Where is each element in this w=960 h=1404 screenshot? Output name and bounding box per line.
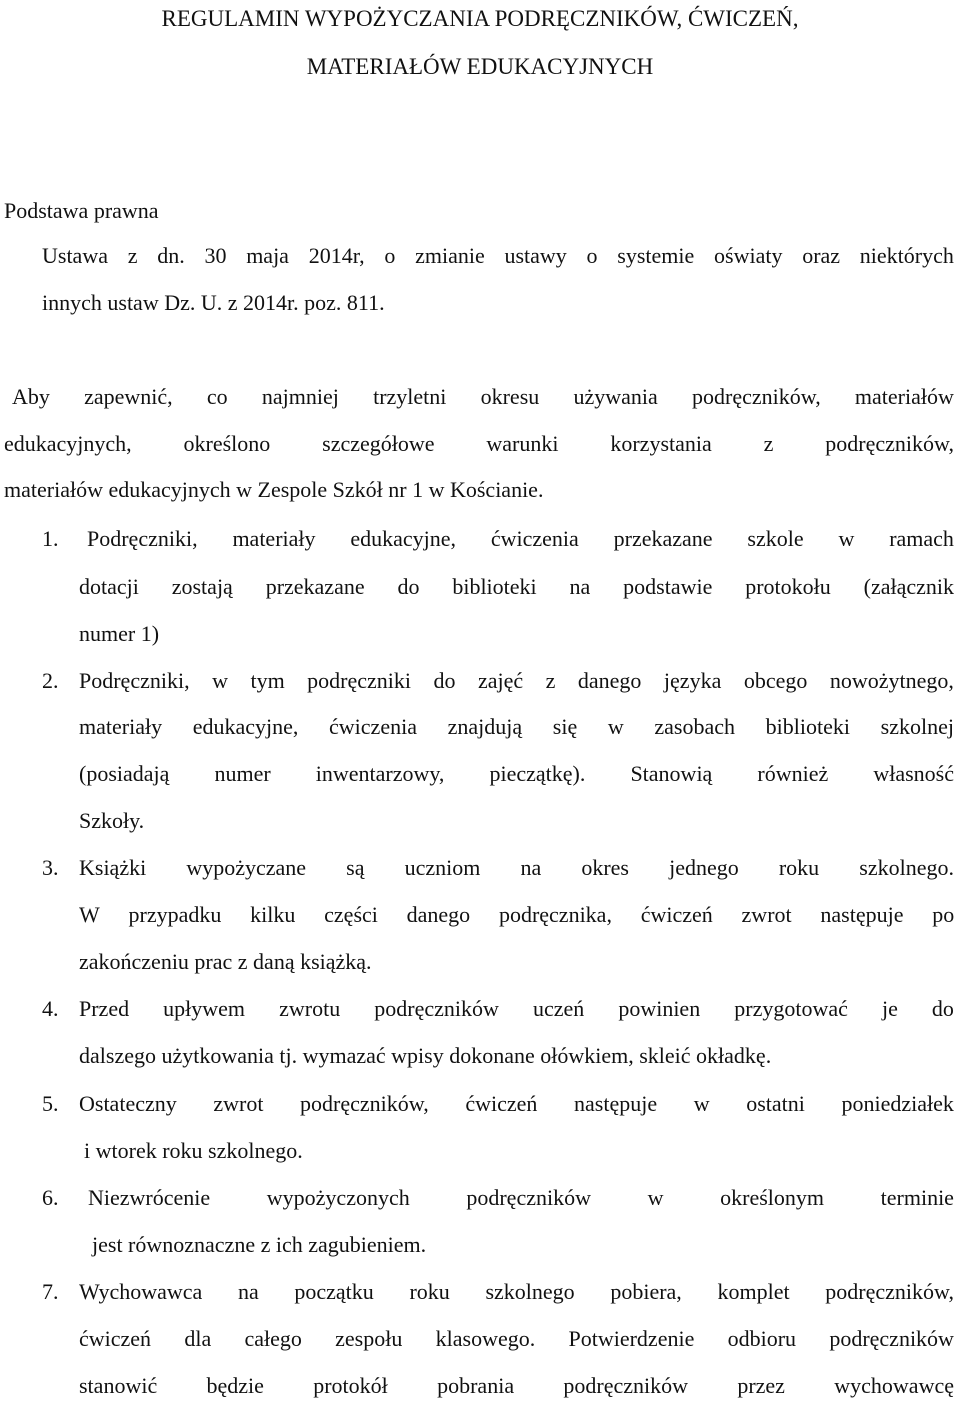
list-item-line: materiały edukacyjne, ćwiczenia znajdują się w zasobach biblioteki szkolnej — [79, 714, 954, 739]
list-item-line: numer 1) — [79, 621, 160, 646]
list-item-line: Książki wypożyczane są uczniom na okres jednego roku szkolnego. — [79, 855, 954, 880]
list-item-line: Ostateczny zwrot podręczników, ćwiczeń następuje w ostatni poniedziałek — [79, 1091, 954, 1116]
list-item-line: (posiadają numer inwentarzowy, pieczątkę). Stanowią również własność — [79, 761, 954, 786]
list-item-number: 6. — [42, 1185, 59, 1210]
list-item-line: zakończeniu prac z daną książką. — [79, 949, 372, 974]
list-item-number: 5. — [42, 1091, 59, 1116]
list-item-line: stanowić będzie protokół pobrania podręczników przez wychowawcę — [79, 1373, 954, 1398]
list-item-line: Wychowawca na początku roku szkolnego pobiera, komplet podręczników, — [79, 1279, 954, 1304]
list-item-line: W przypadku kilku części danego podręcznika, ćwiczeń zwrot następuje po — [79, 902, 955, 927]
list-item-number: 4. — [42, 996, 59, 1021]
list-item-line: Podręczniki, w tym podręczniki do zajęć z danego języka obcego nowożytnego, — [79, 668, 954, 693]
document-title-line-1: REGULAMIN WYPOŻYCZANIA PODRĘCZNIKÓW, ĆWICZEŃ, — [161, 6, 799, 31]
list-item-line: Niezwrócenie wypożyczonych podręczników w określonym terminie — [88, 1185, 954, 1210]
list-item-line: dalszego użytkowania tj. wymazać wpisy dokonane ołówkiem, skleić okładkę. — [79, 1043, 772, 1068]
list-item-line: Szkoły. — [79, 808, 145, 833]
list-item-number: 2. — [42, 668, 59, 693]
list-item-number: 3. — [42, 855, 59, 880]
list-item-line: Podręczniki, materiały edukacyjne, ćwiczenia przekazane szkole w ramach — [87, 526, 954, 551]
list-item-number: 1. — [42, 526, 59, 551]
list-item-line: Przed upływem zwrotu podręczników uczeń powinien przygotować je do — [79, 996, 954, 1021]
list-item-line: ćwiczeń dla całego zespołu klasowego. Potwierdzenie odbioru podręczników — [79, 1326, 954, 1351]
intro-line-2: edukacyjnych, określono szczegółowe warunki korzystania z podręczników, — [4, 431, 954, 456]
document-title-line-2: MATERIAŁÓW EDUKACYJNYCH — [306, 54, 654, 79]
legal-basis-line-1: Ustawa z dn. 30 maja 2014r, o zmianie ustawy o systemie oświaty oraz niektórych — [42, 243, 954, 268]
list-item-number: 7. — [42, 1279, 59, 1304]
list-item-line: i wtorek roku szkolnego. — [84, 1138, 303, 1163]
intro-line-1: Aby zapewnić, co najmniej trzyletni okresu używania podręczników, materiałów — [12, 384, 954, 409]
list-item-line: jest równoznaczne z ich zagubieniem. — [92, 1232, 427, 1257]
list-item-line: dotacji zostają przekazane do biblioteki na podstawie protokołu (załącznik — [79, 574, 954, 599]
legal-basis-line-2: innych ustaw Dz. U. z 2014r. poz. 811. — [42, 290, 385, 315]
intro-line-3: materiałów edukacyjnych w Zespole Szkół nr 1 w Kościanie. — [4, 477, 544, 502]
legal-basis-heading: Podstawa prawna — [4, 198, 159, 223]
